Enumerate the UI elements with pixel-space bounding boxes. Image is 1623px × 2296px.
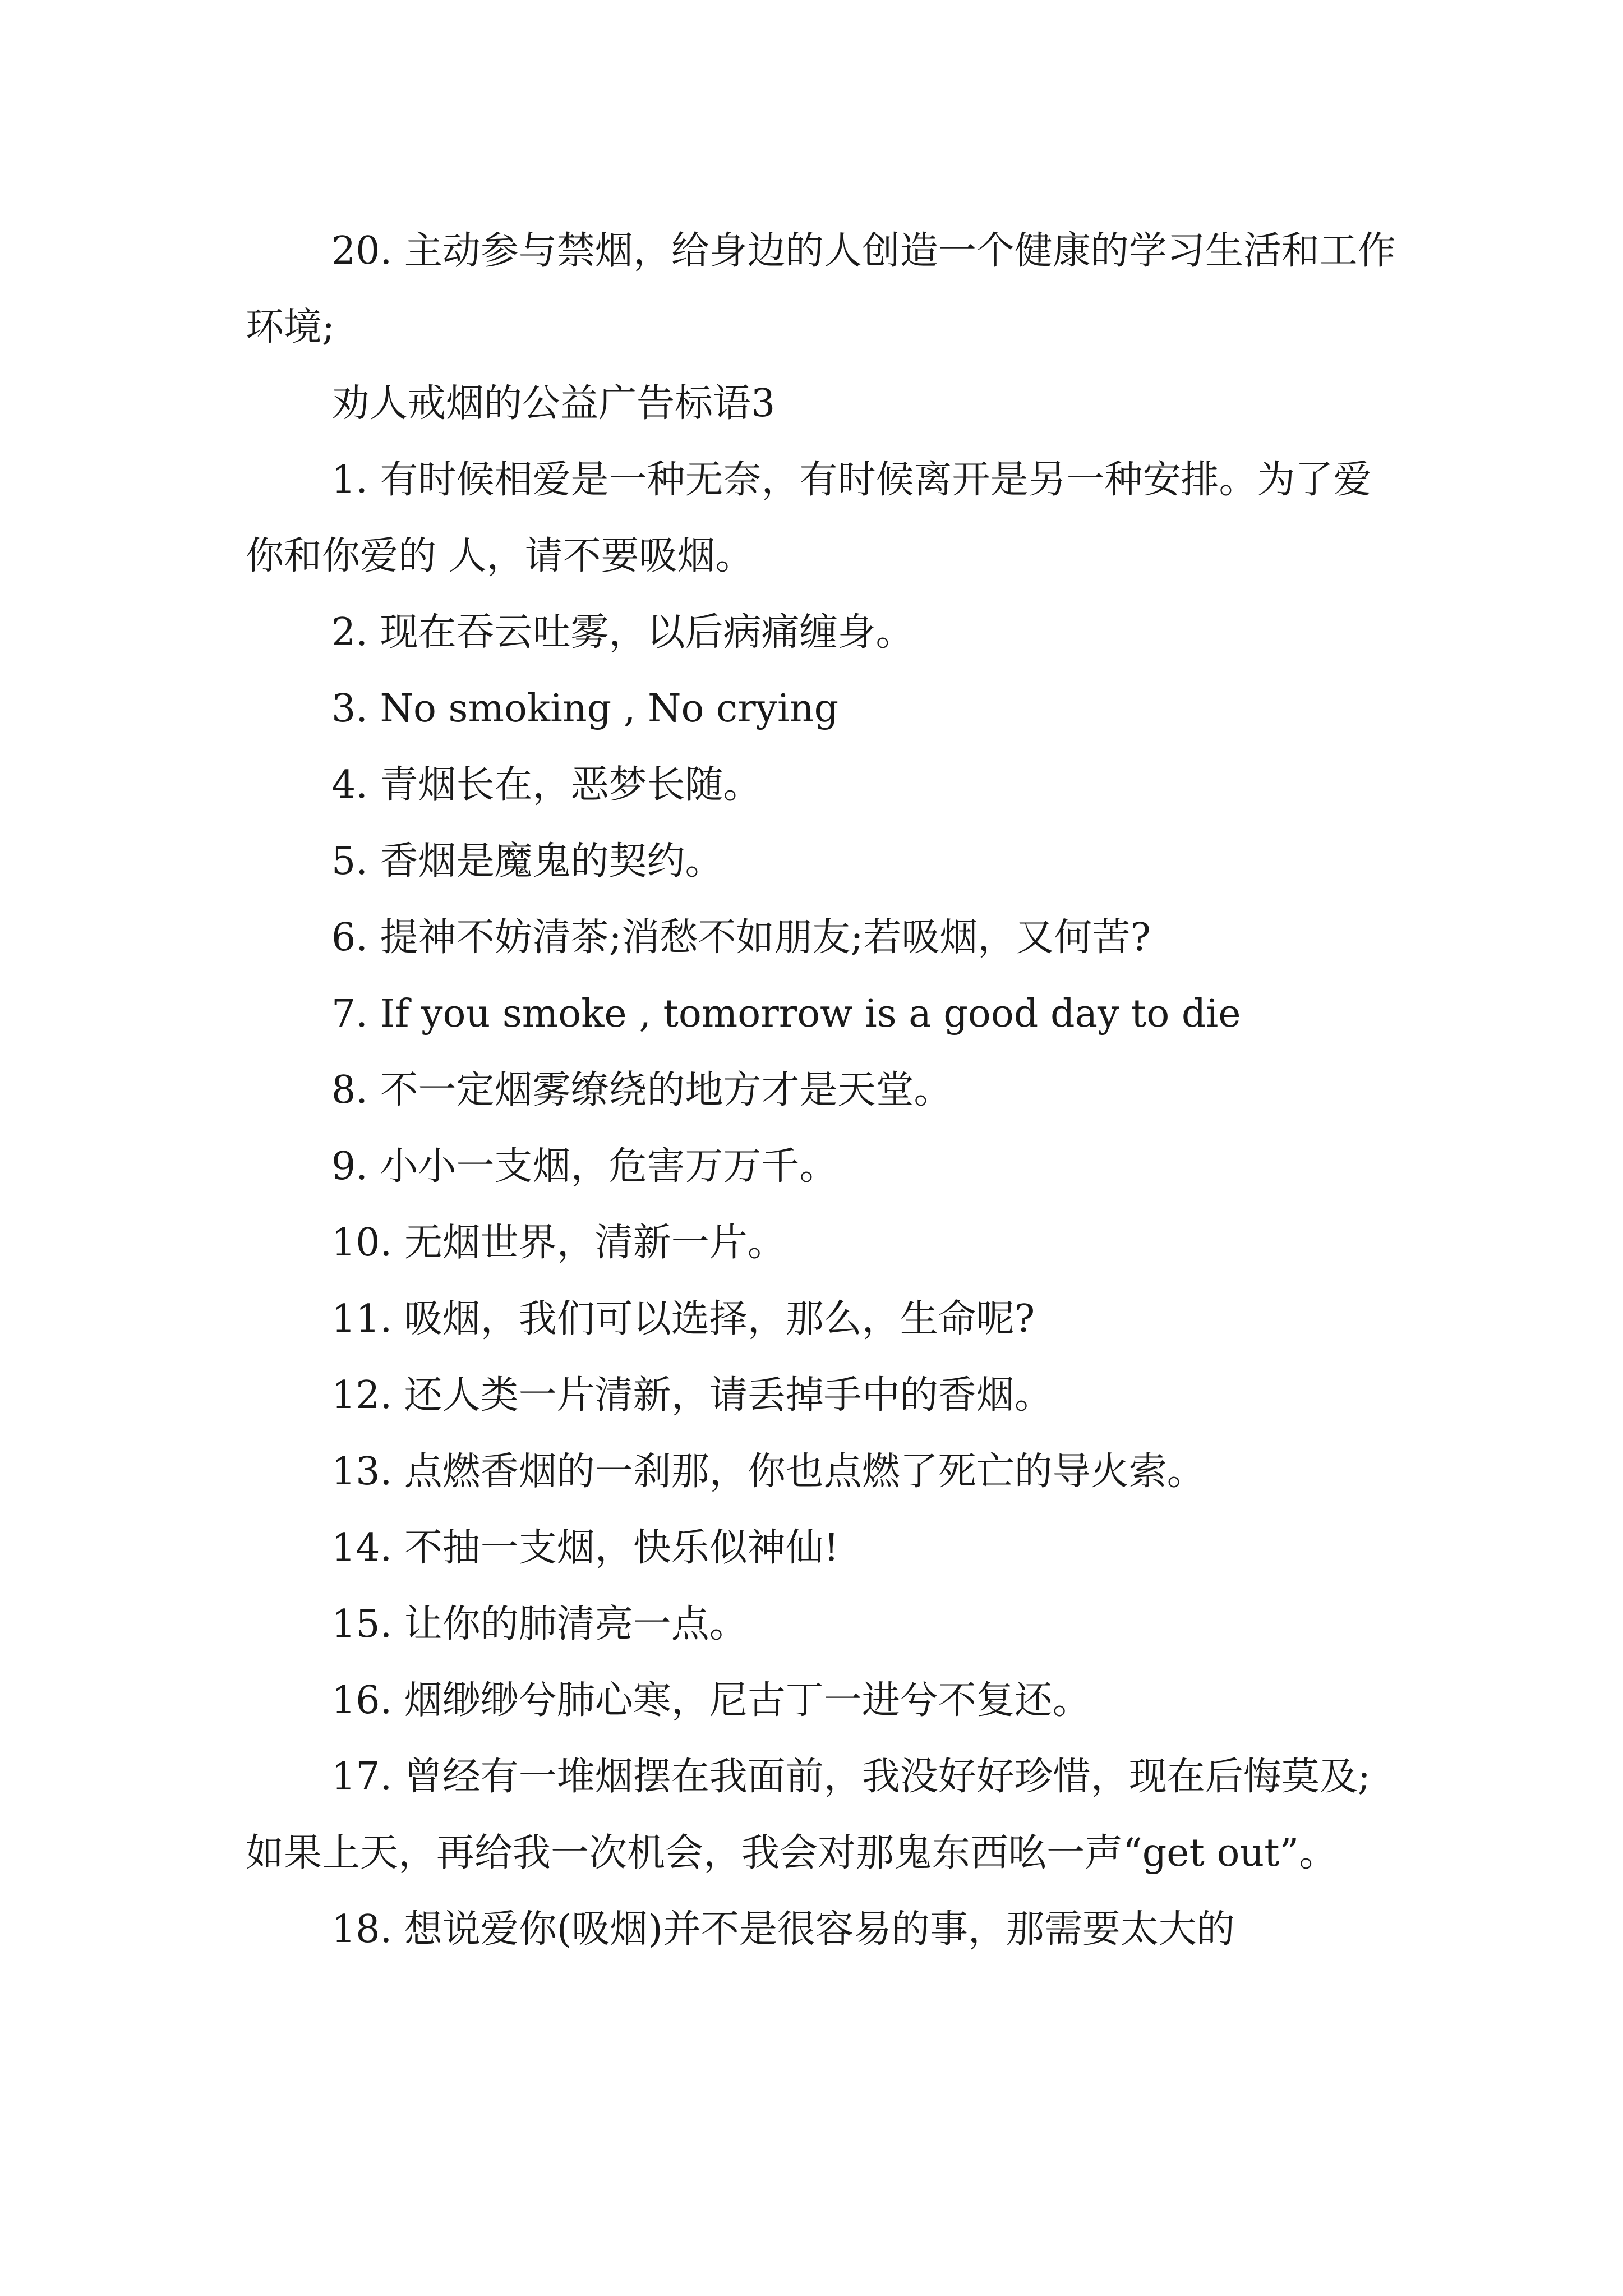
section-heading: 劝人戒烟的公益广告标语3 [331,381,776,426]
slogan-item-12: 12. 还人类一片清新，请丢掉手中的香烟。 [331,1373,1053,1418]
slogan-item-10: 10. 无烟世界，清新一片。 [331,1221,786,1265]
slogan-item-4: 4. 青烟长在，恶梦长随。 [331,763,762,807]
slogan-item-16: 16. 烟缈缈兮肺心寒，尼古丁一进兮不复还。 [331,1678,1091,1723]
slogan-item-13: 13. 点燃香烟的一刹那，你也点燃了死亡的导火索。 [331,1450,1205,1494]
paragraph-item-20: 20. 主动参与禁烟，给身边的人创造一个健康的学习生活和工作环境; [246,229,1396,349]
document-body [246,213,1401,1968]
slogan-item-15: 15. 让你的肺清亮一点。 [331,1602,748,1646]
slogan-item-14: 14. 不抽一支烟，快乐似神仙! [331,1526,840,1570]
slogan-item-7: 7. If you smoke , tomorrow is a good day to die [331,992,1241,1036]
slogan-item-1: 1. 有时候相爱是一种无奈，有时候离开是另一种安排。为了爱你和你爱的 人，请不要吸烟。 [246,458,1372,578]
slogan-item-11: 11. 吸烟，我们可以选择，那么，生命呢? [331,1297,1035,1341]
slogan-item-3: 3. No smoking , No crying [331,687,839,731]
slogan-item-8: 8. 不一定烟雾缭绕的地方才是天堂。 [331,1068,952,1112]
slogan-item-9: 9. 小小一支烟，危害万万千。 [331,1144,838,1189]
slogan-item-18: 18. 想说爱你(吸烟)并不是很容易的事，那需要太大的 [331,1907,1235,1952]
slogan-item-5: 5. 香烟是魔鬼的契约。 [331,839,723,884]
slogan-item-6: 6. 提神不妨清茶;消愁不如朋友;若吸烟，又何苦? [331,915,1151,960]
slogan-item-17: 17. 曾经有一堆烟摆在我面前，我没好好珍惜，现在后悔莫及;如果上天，再给我一次机会，我会对那鬼东西吆一声“get out”。 [246,1755,1371,1875]
slogan-item-2: 2. 现在吞云吐雾，以后病痛缠身。 [331,610,914,655]
